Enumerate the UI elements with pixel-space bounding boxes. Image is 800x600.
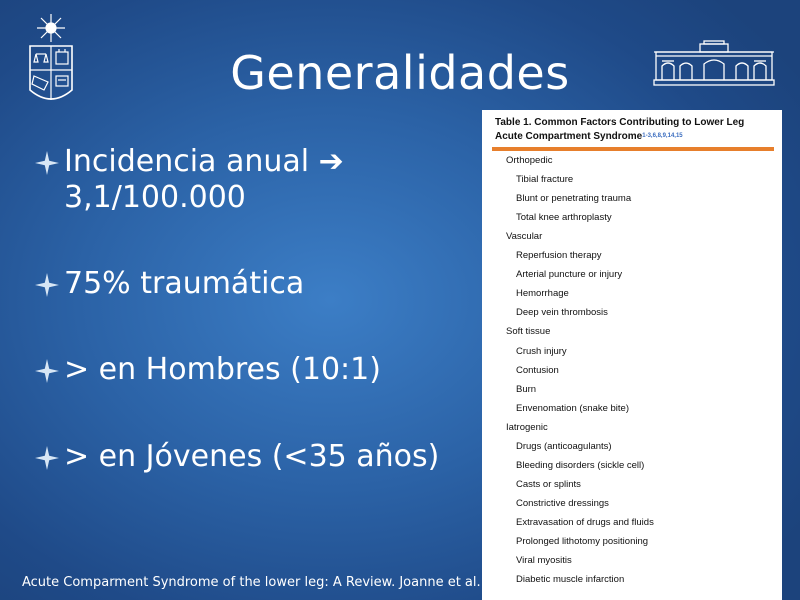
footer-fragment: l bbox=[778, 572, 782, 588]
table-subtitle bbox=[495, 130, 683, 143]
table-category: Orthopedic bbox=[506, 155, 553, 166]
four-point-star-bullet-icon bbox=[34, 272, 60, 298]
four-point-star-bullet-icon bbox=[34, 150, 60, 176]
bullet-item bbox=[34, 266, 474, 302]
bullet-item bbox=[34, 144, 474, 216]
table-header-rule bbox=[492, 147, 774, 151]
table-item: Arterial puncture or injury bbox=[516, 269, 623, 281]
table-item: Crush injury bbox=[516, 345, 567, 357]
bullet-text: Incidencia anual ➔ bbox=[64, 144, 344, 179]
table-item: Diabetic muscle infarction bbox=[516, 574, 625, 586]
table-item: Prolonged lithotomy positioning bbox=[516, 536, 649, 547]
bullet-text: > en Jóvenes (<35 años) bbox=[64, 439, 440, 474]
table-item: Extravasation of drugs and fluids bbox=[516, 516, 654, 528]
bullet-text: 75% traumática bbox=[64, 266, 305, 301]
table-item: Blunt or penetrating trauma bbox=[516, 193, 632, 205]
table-item: Contusion bbox=[516, 364, 559, 376]
table-item: Tibial fracture bbox=[516, 174, 574, 186]
four-point-star-bullet-icon bbox=[34, 358, 60, 384]
table-item: Burn bbox=[516, 383, 537, 395]
table-category: Soft tissue bbox=[506, 326, 551, 338]
table-item: Casts or splints bbox=[516, 478, 581, 490]
bullet-text: > en Hombres (10:1) bbox=[64, 352, 381, 387]
table-item: Deep vein thrombosis bbox=[516, 307, 608, 319]
table-references: 1-3,6,8,9,14,15 bbox=[642, 133, 683, 139]
table-subtitle-text: Acute Compartment Syndrome bbox=[495, 131, 643, 142]
table-item: Viral myositis bbox=[516, 555, 572, 567]
table-category: Vascular bbox=[506, 231, 543, 243]
citation-footer: Acute Comparment Syndrome of the lower leg: A Review. Joanne et al. JN bbox=[22, 575, 499, 590]
table-category: Iatrogenic bbox=[506, 421, 548, 433]
table-item: Constrictive dressings bbox=[516, 497, 609, 509]
table-item: Drugs (anticoagulants) bbox=[516, 440, 612, 452]
page-title: Generalidades bbox=[230, 46, 570, 100]
table-item: Envenomation (snake bite) bbox=[516, 402, 630, 414]
four-point-star-bullet-icon bbox=[34, 445, 60, 471]
table-title: Table 1. Common Factors Contributing to Lower Leg bbox=[495, 117, 745, 128]
bullet-item bbox=[34, 352, 474, 388]
table-item: Total knee arthroplasty bbox=[516, 212, 612, 224]
table-item: Bleeding disorders (sickle cell) bbox=[516, 459, 645, 471]
table-item: Reperfusion therapy bbox=[516, 250, 602, 262]
bullet-item bbox=[34, 439, 474, 475]
table-item: Hemorrhage bbox=[516, 288, 569, 300]
bullet-text-continued: 3,1/100.000 bbox=[64, 180, 246, 215]
table-image bbox=[482, 110, 782, 600]
